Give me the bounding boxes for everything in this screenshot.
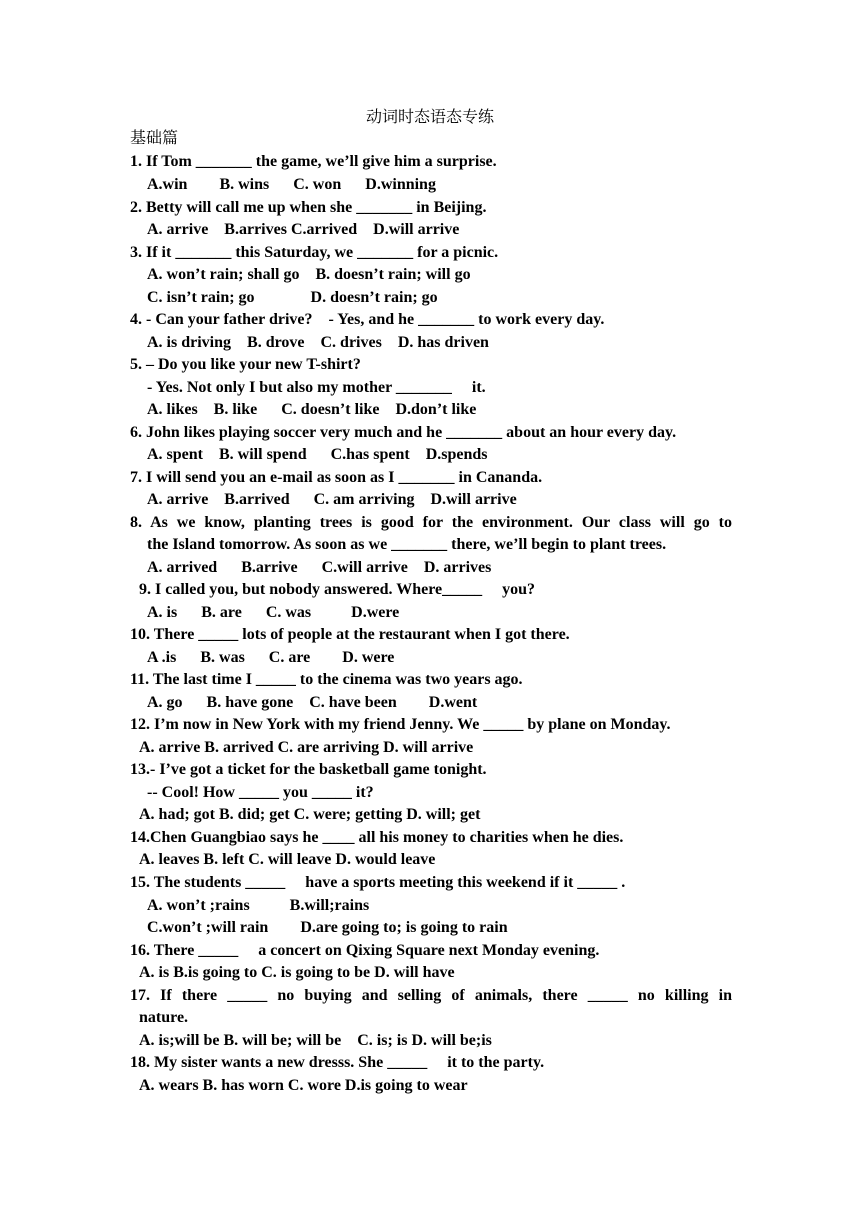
options-10: A .is B. was C. are D. were bbox=[147, 649, 395, 666]
question-12: 12. I’m now in New York with my friend Jenny. We _____ by plane on Monday. bbox=[130, 716, 671, 733]
options-16: A. is B.is going to C. is going to be D. will have bbox=[139, 964, 455, 981]
question-14: 14.Chen Guangbiao says he ____ all his money to charities when he dies. bbox=[130, 829, 624, 846]
question-5: 5. – Do you like your new T-shirt? bbox=[130, 356, 361, 373]
options-15-b: C.won’t ;will rain D.are going to; is going to rain bbox=[147, 919, 508, 936]
options-2: A. arrive B.arrives C.arrived D.will arrive bbox=[147, 221, 460, 238]
options-17: A. is;will be B. will be; will be C. is; is D. will be;is bbox=[139, 1032, 492, 1049]
question-13: 13.- I’ve got a ticket for the basketball game tonight. bbox=[130, 761, 487, 778]
question-11: 11. The last time I _____ to the cinema was two years ago. bbox=[130, 671, 523, 688]
question-2: 2. Betty will call me up when she _______ in Beijing. bbox=[130, 199, 487, 216]
options-6: A. spent B. will spend C.has spent D.spends bbox=[147, 446, 488, 463]
question-3: 3. If it _______ this Saturday, we _______ for a picnic. bbox=[130, 244, 499, 261]
question-18: 18. My sister wants a new dresss. She _____ it to the party. bbox=[130, 1054, 545, 1071]
question-6: 6. John likes playing soccer very much and he _______ about an hour every day. bbox=[130, 424, 677, 441]
options-9: A. is B. are C. was D.were bbox=[147, 604, 400, 621]
options-7: A. arrive B.arrived C. am arriving D.will arrive bbox=[147, 491, 517, 508]
question-8: 8. As we know, planting trees is good for the environment. Our class will go to bbox=[130, 514, 732, 531]
options-8: A. arrived B.arrive C.will arrive D. arrives bbox=[147, 559, 492, 576]
question-8-cont: the Island tomorrow. As soon as we _______ there, we’ll begin to plant trees. bbox=[147, 536, 667, 553]
question-5-reply: - Yes. Not only I but also my mother _______ it. bbox=[147, 379, 486, 396]
options-1: A.win B. wins C. won D.winning bbox=[147, 176, 436, 193]
section-heading: 基础篇 bbox=[130, 128, 179, 147]
options-3-a: A. won’t rain; shall go B. doesn’t rain; will go bbox=[147, 266, 471, 283]
options-3-b: C. isn’t rain; go D. doesn’t rain; go bbox=[147, 289, 438, 306]
question-15: 15. The students _____ have a sports meeting this weekend if it _____ . bbox=[130, 874, 626, 891]
options-15-a: A. won’t ;rains B.will;rains bbox=[147, 897, 370, 914]
question-16: 16. There _____ a concert on Qixing Square next Monday evening. bbox=[130, 942, 600, 959]
options-5: A. likes B. like C. doesn’t like D.don’t like bbox=[147, 401, 477, 418]
options-11: A. go B. have gone C. have been D.went bbox=[147, 694, 478, 711]
options-12: A. arrive B. arrived C. are arriving D. will arrive bbox=[139, 739, 474, 756]
options-13: A. had; got B. did; get C. were; getting D. will; get bbox=[139, 806, 481, 823]
question-4: 4. - Can your father drive? - Yes, and he _______ to work every day. bbox=[130, 311, 605, 328]
question-17: 17. If there _____ no buying and selling of animals, there _____ no killing in bbox=[130, 987, 732, 1004]
question-1: 1. If Tom _______ the game, we’ll give him a surprise. bbox=[130, 153, 497, 170]
question-7: 7. I will send you an e-mail as soon as I _______ in Cananda. bbox=[130, 469, 543, 486]
options-18: A. wears B. has worn C. wore D.is going to wear bbox=[139, 1077, 468, 1094]
question-9: 9. I called you, but nobody answered. Where_____ you? bbox=[139, 581, 536, 598]
question-17-cont: nature. bbox=[139, 1009, 189, 1026]
page-title: 动词时态语态专练 bbox=[365, 107, 494, 126]
options-14: A. leaves B. left C. will leave D. would leave bbox=[139, 851, 436, 868]
question-10: 10. There _____ lots of people at the restaurant when I got there. bbox=[130, 626, 570, 643]
options-4: A. is driving B. drove C. drives D. has driven bbox=[147, 334, 489, 351]
question-13-reply: -- Cool! How _____ you _____ it? bbox=[147, 784, 374, 801]
